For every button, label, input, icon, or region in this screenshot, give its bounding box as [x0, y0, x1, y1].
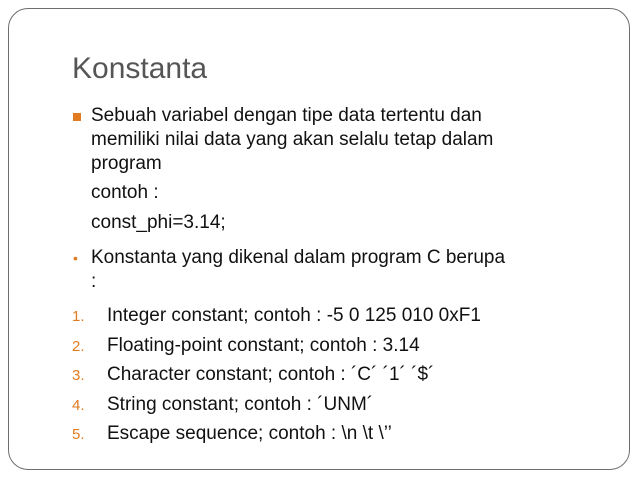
bullet2-line-1: Konstanta yang dikenal dalam program C berupa [91, 247, 506, 268]
list-item: Integer constant; contoh : -5 0 125 010 0xF1 [107, 305, 481, 326]
bullet1-line-3: program [91, 153, 162, 174]
slide-title: Konstanta [72, 52, 208, 85]
list-number: 3. [72, 367, 85, 384]
list-item: Character constant; contoh : ´C´ ´1´ ´$´ [107, 364, 435, 385]
dot-bullet-icon: • [73, 250, 78, 266]
bullet1-line-5: const_phi=3.14; [91, 212, 226, 233]
list-number: 2. [72, 338, 85, 355]
square-bullet-icon [73, 113, 81, 121]
bullet1-line-4: contoh : [91, 182, 159, 203]
list-number: 4. [72, 397, 85, 414]
list-item: Escape sequence; contoh : \n \t \’’ [107, 423, 392, 444]
list-number: 5. [72, 426, 85, 443]
list-item: Floating-point constant; contoh : 3.14 [107, 335, 420, 356]
bullet1-line-1: Sebuah variabel dengan tipe data tertentu dan [91, 105, 482, 126]
bullet2-line-2: : [91, 271, 97, 292]
list-number: 1. [72, 308, 85, 325]
list-item: String constant; contoh : ´UNM´ [107, 394, 374, 415]
bullet1-line-2: memiliki nilai data yang akan selalu tetap dalam [91, 129, 494, 150]
